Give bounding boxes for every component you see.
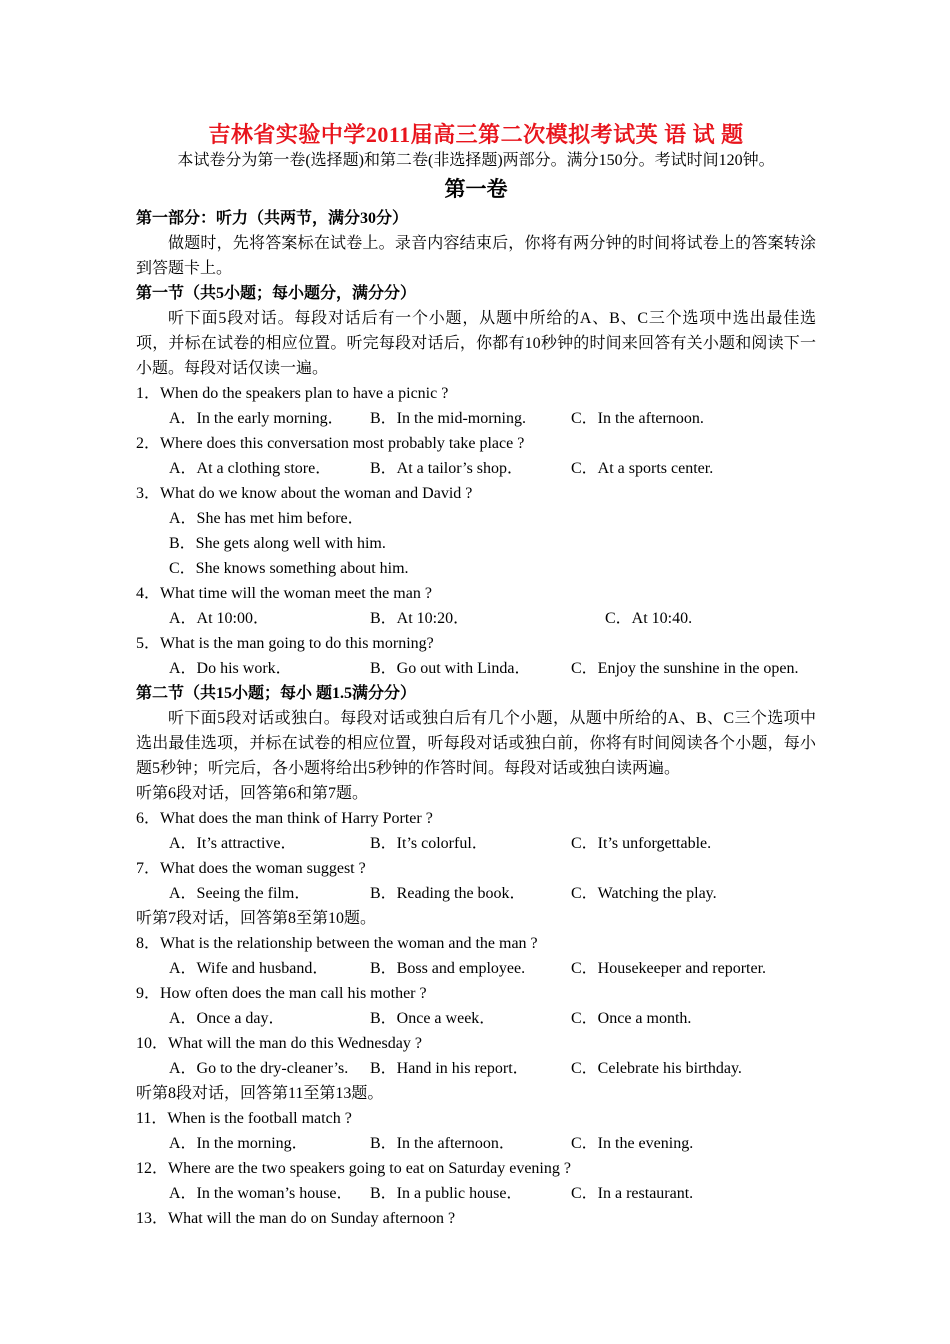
question-9-options: [136, 1006, 816, 1031]
exam-subtitle: 本试卷分为第一卷(选择题)和第二卷(非选择题)两部分。满分150分。考试时间120钟。: [177, 152, 775, 169]
option-a: A．Seeing the film．: [169, 885, 311, 902]
question-7: 7．What does the woman suggest ?: [136, 860, 366, 877]
option-c: C．Housekeeper and reporter.: [571, 960, 767, 977]
question-2-options: [136, 456, 816, 481]
option-a: A．Go to the dry-cleaner’s.: [169, 1060, 349, 1077]
option-b: B．She gets along well with him.: [169, 535, 386, 552]
option-b: B．At a tailor’s shop．: [370, 460, 524, 477]
option-a: A．She has met him before．: [169, 510, 364, 527]
question-12: 12．Where are the two speakers going to eat on Saturday evening ?: [136, 1160, 571, 1177]
question-8-options: [136, 956, 816, 981]
option-b: B．Boss and employee.: [370, 960, 526, 977]
question-2: 2．Where does this conversation most probably take place ?: [136, 435, 525, 452]
part1-heading: 第一部分：听力（共两节，满分30分）: [136, 210, 409, 227]
option-a: A．At 10:00．: [169, 610, 270, 627]
question-1-options: [136, 406, 816, 431]
option-c: C．In the afternoon.: [571, 410, 704, 427]
option-c: C．Watching the play.: [571, 885, 717, 902]
option-c: C．Enjoy the sunshine in the open.: [571, 660, 799, 677]
question-10-options: [136, 1056, 816, 1081]
option-c: C．It’s unforgettable.: [571, 835, 712, 852]
question-13: 13．What will the man do on Sunday afternoon ?: [136, 1210, 456, 1227]
option-b: B．In the afternoon．: [370, 1135, 515, 1152]
option-a: A．Once a day．: [169, 1010, 285, 1027]
question-1: 1．When do the speakers plan to have a picnic ?: [136, 385, 449, 402]
option-a: A．At a clothing store．: [169, 460, 332, 477]
question-4: 4．What time will the woman meet the man ?: [136, 585, 432, 602]
option-b: B．Go out with Linda．: [370, 660, 531, 677]
option-c: C．At a sports center.: [571, 460, 714, 477]
option-a: A．Do his work．: [169, 660, 292, 677]
question-11: 11．When is the football match ?: [136, 1110, 352, 1127]
option-c: C．Once a month.: [571, 1010, 692, 1027]
question-8: 8．What is the relationship between the woman and the man ?: [136, 935, 538, 952]
section2-intro: 听下面5段对话或独白。每段对话或独白后有几个小题，从题中所给的A、B、C三个选项中选出最佳选项，并标在试卷的相应位置，听每段对话或独白前，你将有时间阅读各个小题，每小题5秒钟；听完后，各小题将给出5秒钟的作答时间。每段对话或独白读两遍。: [136, 710, 816, 777]
option-b: B．Hand in his report．: [370, 1060, 529, 1077]
option-a: A．It’s attractive．: [169, 835, 297, 852]
option-a: A．In the woman’s house．: [169, 1185, 353, 1202]
question-11-options: [136, 1131, 816, 1156]
dialog-8-instruction: 听第8段对话，回答第11至第13题。: [136, 1085, 384, 1102]
volume-title: 第一卷: [444, 177, 508, 201]
dialog-6-instruction: 听第6段对话，回答第6和第7题。: [136, 785, 369, 802]
exam-title: 吉林省实验中学2011届高三第二次模拟考试英 语 试 题: [208, 122, 744, 147]
option-b: B．In a public house．: [370, 1185, 523, 1202]
exam-content: [136, 120, 816, 1231]
option-c: C．She knows something about him.: [169, 560, 409, 577]
option-c: C．At 10:40.: [605, 610, 693, 627]
question-3: 3．What do we know about the woman and David ?: [136, 485, 473, 502]
option-c: C．Celebrate his birthday.: [571, 1060, 742, 1077]
option-a: A．In the morning．: [169, 1135, 308, 1152]
question-6-options: [136, 831, 816, 856]
option-b: B．Once a week．: [370, 1010, 496, 1027]
option-b: B．It’s colorful．: [370, 835, 488, 852]
question-6: 6．What does the man think of Harry Porter ?: [136, 810, 433, 827]
question-10: 10．What will the man do this Wednesday ?: [136, 1035, 422, 1052]
dialog-7-instruction: 听第7段对话，回答第8至第10题。: [136, 910, 377, 927]
section2-heading: 第二节（共15小题；每小 题1.5满分分）: [136, 685, 417, 702]
option-a: A．Wife and husband．: [169, 960, 329, 977]
question-9: 9．How often does the man call his mother ?: [136, 985, 427, 1002]
option-a: A．In the early morning．: [169, 410, 344, 427]
option-b: B．In the mid-morning.: [370, 410, 526, 427]
question-12-options: [136, 1181, 816, 1206]
option-c: C．In the evening.: [571, 1135, 694, 1152]
option-c: C．In a restaurant.: [571, 1185, 694, 1202]
section1-intro: 听下面5段对话。每段对话后有一个小题，从题中所给的A、B、C三个选项中选出最佳选项，并标在试卷的相应位置。听完每段对话后，你都有10秒钟的时间来回答有关小题和阅读下一小题。每段对话仅读一遍。: [136, 310, 816, 377]
question-5: 5．What is the man going to do this morning?: [136, 635, 434, 652]
question-5-options: [136, 656, 816, 681]
option-b: B．At 10:20．: [370, 610, 470, 627]
section1-heading: 第一节（共5小题；每小题分，满分分）: [136, 285, 417, 302]
option-b: B．Reading the book．: [370, 885, 526, 902]
question-7-options: [136, 881, 816, 906]
part1-intro: 做题时，先将答案标在试卷上。录音内容结束后，你将有两分钟的时间将试卷上的答案转涂到答题卡上。: [136, 235, 816, 277]
question-4-options: [136, 606, 816, 631]
